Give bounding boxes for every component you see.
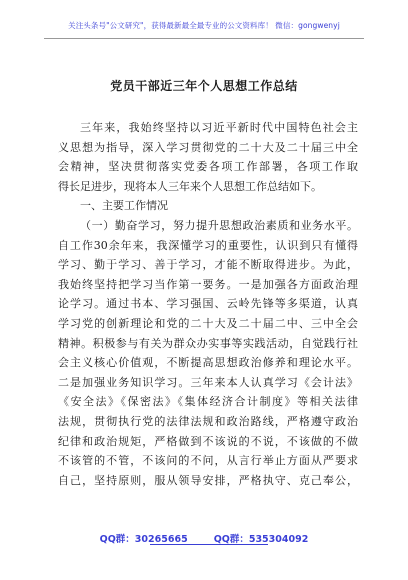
footer-underline xyxy=(150,544,268,545)
paragraph-line: 得长足进步，现将本人三年来个人思想工作总结如下。 xyxy=(58,179,322,193)
paragraph-line: 自己，坚持原则，服从领导安排，严格执守、克己奉公， xyxy=(58,473,358,487)
paragraph-line: 精神。积极参与有关为群众办实事等实践活动，自觉践行社 xyxy=(58,336,358,350)
paragraph-line: 三年来，我始终坚持以习近平新时代中国特色社会主 xyxy=(80,121,358,134)
header-divider xyxy=(44,38,364,39)
paragraph-line: 论学习。通过书本、学习强国、云岭先锋等多渠道，认真 xyxy=(58,297,358,311)
paragraph-line: 二是加强业务知识学习。三年来本人认真学习《会计法》 xyxy=(58,375,358,389)
header-note: 关注头条号"公文研究"，获得最新最全最专业的公文资料库！ 微信：gongwenyj xyxy=(68,21,340,30)
footer-contact xyxy=(0,531,408,545)
paragraph-line: 纪律和政治规矩，严格做到不该说的不说，不该做的不做 xyxy=(58,434,358,448)
document-body xyxy=(58,118,358,490)
paragraph-line: 我始终坚持把学习当作第一要务。一是加强各方面政治理 xyxy=(58,277,358,291)
footer-qq-group-2: QQ群：535304092 xyxy=(213,534,309,545)
paragraph-line: 《安全法》《保密法》《集体经济合计制度》等相关法律 xyxy=(58,395,358,409)
paragraph-line: 不该管的不管，不该问的不问，从言行举止方面从严要求 xyxy=(58,454,358,468)
paragraph-line: 学习党的创新理论和党的二十大及二十届二中、三中全会 xyxy=(58,316,358,330)
paragraph-line: 自工作30余年来，我深懂学习的重要性，认识到只有懂得 xyxy=(58,238,358,252)
paragraph-line: 会主义核心价值观，不断提高思想政治修养和理论水平。 xyxy=(58,356,358,370)
paragraph-line: 会精神，坚决贯彻落实党委各项工作部署，各项工作取 xyxy=(58,160,358,174)
section-heading: 一、主要工作情况 xyxy=(80,199,168,213)
paragraph-line: 学习、勤于学习、善于学习，才能不断取得进步。为此， xyxy=(58,258,358,272)
footer-qq-group-1: QQ群：30265665 xyxy=(99,534,188,545)
document-title: 党员干部近三年个人思想工作总结 xyxy=(110,79,298,93)
paragraph-line: （一）勤奋学习，努力提升思想政治素质和业务水平。 xyxy=(80,218,358,232)
paragraph-line: 义思想为指导，深入学习贯彻党的二十大及二十届三中全 xyxy=(58,140,358,154)
paragraph-line: 法规，贯彻执行党的法律法规和政治路线，严格遵守政治 xyxy=(58,414,358,428)
